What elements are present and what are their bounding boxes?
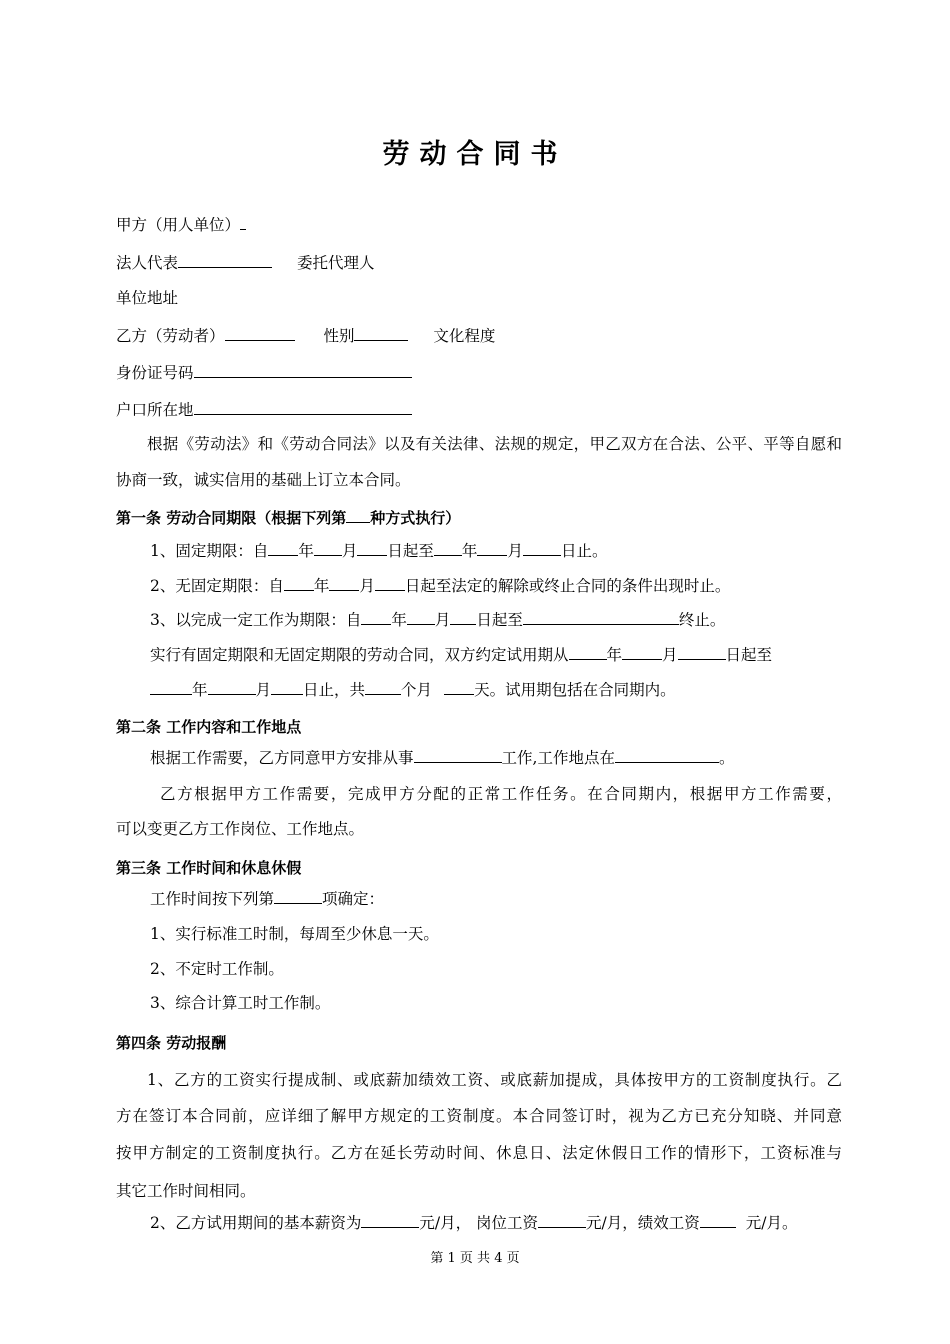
text: 天。试用期包括在合同期内。 <box>474 681 676 699</box>
article-3-item-1: 1、实行标准工时制，每周至少休息一天。 <box>150 925 439 943</box>
article-1-trial-line-2 <box>150 678 842 701</box>
text: 元/月，绩效工资 <box>586 1214 700 1232</box>
year-blank[interactable] <box>361 608 391 625</box>
address-label: 单位地址 <box>116 289 179 307</box>
legal-rep-label: 法人代表 <box>116 254 179 272</box>
text: 年 <box>313 577 330 595</box>
gender-label: 性别 <box>323 327 355 345</box>
year-blank[interactable] <box>569 643 607 660</box>
text: 日起至 <box>725 646 773 664</box>
text: 。 <box>718 749 735 767</box>
job-blank[interactable] <box>414 746 502 763</box>
text: 日起至法定的解除或终止合同的条件出现时止。 <box>404 577 731 595</box>
text: 元/月， 岗位工资 <box>419 1214 539 1232</box>
year-blank[interactable] <box>434 539 462 556</box>
article-1-heading-b: 种方式执行） <box>370 509 461 527</box>
id-blank[interactable] <box>194 361 412 378</box>
position-salary-blank[interactable] <box>538 1211 586 1228</box>
text: 3、以完成一定工作为期限：自 <box>150 611 362 629</box>
hukou-line <box>116 398 842 421</box>
text: 实行有固定期限和无固定期限的劳动合同，双方约定试用期从 <box>150 646 569 664</box>
text: 年 <box>461 542 478 560</box>
end-condition-blank[interactable] <box>523 608 679 625</box>
day-blank[interactable] <box>271 678 303 695</box>
preamble-line-1: 根据《劳动法》和《劳动合同法》以及有关法律、法规的规定，甲乙双方在合法、公平、平等自愿和 <box>147 435 842 453</box>
party-b-label: 乙方（劳动者） <box>116 327 225 345</box>
article-1-item-1 <box>150 539 842 562</box>
id-label: 身份证号码 <box>116 364 194 382</box>
text: 月 <box>434 611 451 629</box>
text: 月 <box>507 542 523 560</box>
page-footer: 第 1 页 共 4 页 <box>430 1251 520 1266</box>
article-4-p1-line-1: 1、乙方的工资实行提成制、或底薪加绩效工资、或底薪加提成，具体按甲方的工资制度执行。乙 <box>147 1071 842 1089</box>
article-4-p1-line-3: 按甲方制定的工资制度执行。乙方在延长劳动时间、休息日、法定休假日工作的情形下，工资标准与 <box>116 1144 842 1162</box>
hukou-blank[interactable] <box>194 398 412 415</box>
address-line <box>116 287 842 309</box>
legal-rep-blank[interactable] <box>178 251 272 268</box>
text: 终止。 <box>678 611 726 629</box>
page-title: 劳动合同书 <box>382 139 568 170</box>
work-time-blank[interactable] <box>274 887 322 904</box>
year-blank[interactable] <box>268 539 298 556</box>
gender-blank[interactable] <box>354 324 408 341</box>
text: 月 <box>341 542 358 560</box>
article-4-p1-line-4: 其它工作时间相同。 <box>116 1182 256 1200</box>
article-1-item-2 <box>150 574 842 597</box>
preamble-line-2: 协商一致，诚实信用的基础上订立本合同。 <box>116 471 411 489</box>
month-blank[interactable] <box>407 608 435 625</box>
day-blank[interactable] <box>678 643 726 660</box>
text: 月 <box>662 646 678 664</box>
party-a-blank[interactable] <box>240 213 246 230</box>
article-3-intro <box>150 887 842 910</box>
text: 年 <box>391 611 407 629</box>
party-a-label: 甲方（用人单位） <box>116 216 241 234</box>
article-1-method-blank[interactable] <box>346 506 370 523</box>
text: 工作时间按下列第 <box>150 890 275 908</box>
party-b-blank[interactable] <box>225 324 295 341</box>
party-a-line <box>116 213 842 236</box>
text: 1、固定期限：自 <box>150 542 269 560</box>
month-blank[interactable] <box>329 574 359 591</box>
text: 年 <box>298 542 314 560</box>
article-4-p1-line-2: 方在签订本合同前，应详细了解甲方规定的工资制度。本合同签订时，视为乙方已充分知晓、并同意 <box>116 1107 842 1125</box>
article-1-heading <box>116 506 842 529</box>
legal-rep-line <box>116 251 842 274</box>
id-line <box>116 361 842 384</box>
text: 根据工作需要，乙方同意甲方安排从事 <box>150 749 414 767</box>
article-1-heading-a: 第一条 劳动合同期限（根据下列第 <box>116 509 347 527</box>
text: 年 <box>192 681 208 699</box>
article-3-item-2: 2、不定时工作制。 <box>150 960 284 978</box>
agent-label: 委托代理人 <box>296 254 375 272</box>
location-blank[interactable] <box>615 746 719 763</box>
article-4-p2 <box>150 1211 842 1234</box>
text: 月 <box>359 577 375 595</box>
year-blank[interactable] <box>150 678 192 695</box>
article-1-item-3 <box>150 608 842 631</box>
text: 2、乙方试用期间的基本薪资为 <box>150 1214 362 1232</box>
article-3-heading: 第三条 工作时间和休息休假 <box>116 859 302 877</box>
article-2-heading: 第二条 工作内容和工作地点 <box>116 718 302 736</box>
text: 日起至 <box>476 611 523 629</box>
month-blank[interactable] <box>314 539 342 556</box>
education-label: 文化程度 <box>433 327 496 345</box>
text: 个月 <box>401 681 433 699</box>
article-1-trial-line-1 <box>150 643 842 666</box>
text: 日止。 <box>560 542 608 560</box>
month-blank[interactable] <box>622 643 662 660</box>
hukou-label: 户口所在地 <box>116 401 194 419</box>
month-blank[interactable] <box>208 678 256 695</box>
day-blank[interactable] <box>523 539 561 556</box>
article-2-line-1 <box>150 746 842 769</box>
base-salary-blank[interactable] <box>361 1211 419 1228</box>
text: 项确定： <box>322 890 385 908</box>
performance-salary-blank[interactable] <box>700 1211 736 1228</box>
text: 日止，共 <box>303 681 366 699</box>
year-blank[interactable] <box>284 574 314 591</box>
day-blank[interactable] <box>375 574 405 591</box>
day-blank[interactable] <box>450 608 476 625</box>
text: 月 <box>255 681 272 699</box>
months-blank[interactable] <box>365 678 401 695</box>
text: 年 <box>606 646 623 664</box>
article-2-line-3: 可以变更乙方工作岗位、工作地点。 <box>116 820 365 838</box>
text: 工作,工作地点在 <box>501 749 615 767</box>
day-blank[interactable] <box>357 539 387 556</box>
month-blank[interactable] <box>477 539 507 556</box>
article-4-heading: 第四条 劳动报酬 <box>116 1034 227 1052</box>
text: 元/月。 <box>745 1214 798 1232</box>
article-2-line-2: 乙方根据甲方工作需要，完成甲方分配的正常工作任务。在合同期内，根据甲方工作需要， <box>160 785 842 803</box>
article-3-item-3: 3、综合计算工时工作制。 <box>150 994 331 1012</box>
party-b-line <box>116 324 842 347</box>
text: 2、无固定期限：自 <box>150 577 284 595</box>
text: 日起至 <box>387 542 434 560</box>
days-blank[interactable] <box>444 678 474 695</box>
